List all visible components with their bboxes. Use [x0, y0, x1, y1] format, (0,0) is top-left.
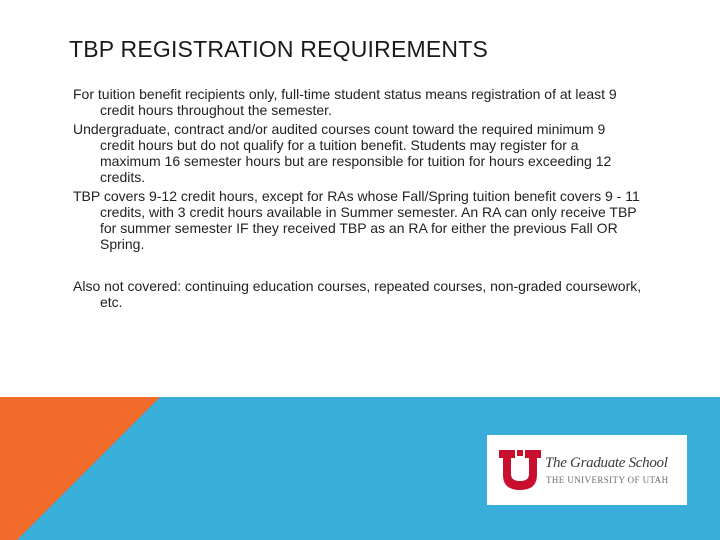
slide-title: TBP REGISTRATION REQUIREMENTS [69, 36, 488, 62]
logo-name: The Graduate School [545, 455, 668, 471]
paragraph-not-covered: Also not covered: continuing education courses, repeated courses, non-graded coursework, etc. [73, 278, 642, 310]
slide-body [73, 86, 643, 313]
block-u-icon [499, 450, 541, 492]
graduate-school-logo [487, 435, 687, 505]
logo-subtitle: THE UNIVERSITY OF UTAH [546, 475, 669, 485]
paragraph-full-time-status: For tuition benefit recipients only, full-time student status means registration of at least 9 credit hours throughout the semester. [73, 86, 617, 118]
paragraph-tbp-coverage: TBP covers 9-12 credit hours, except for RAs whose Fall/Spring tuition benefit covers 9 - 11 credits, with 3 credit hours available in Summer semester. An RA can only receive TBP for summer semester IF they received TBP as an RA for either the previous Fall OR Spring. [73, 188, 640, 252]
paragraph-course-types: Undergraduate, contract and/or audited courses count toward the required minimum 9 credit hours but do not qualify for a tuition benefit. Students may register for a maximum 16 semester hours but are responsible for tuition for hours exceeding 12 credits. [73, 121, 612, 185]
